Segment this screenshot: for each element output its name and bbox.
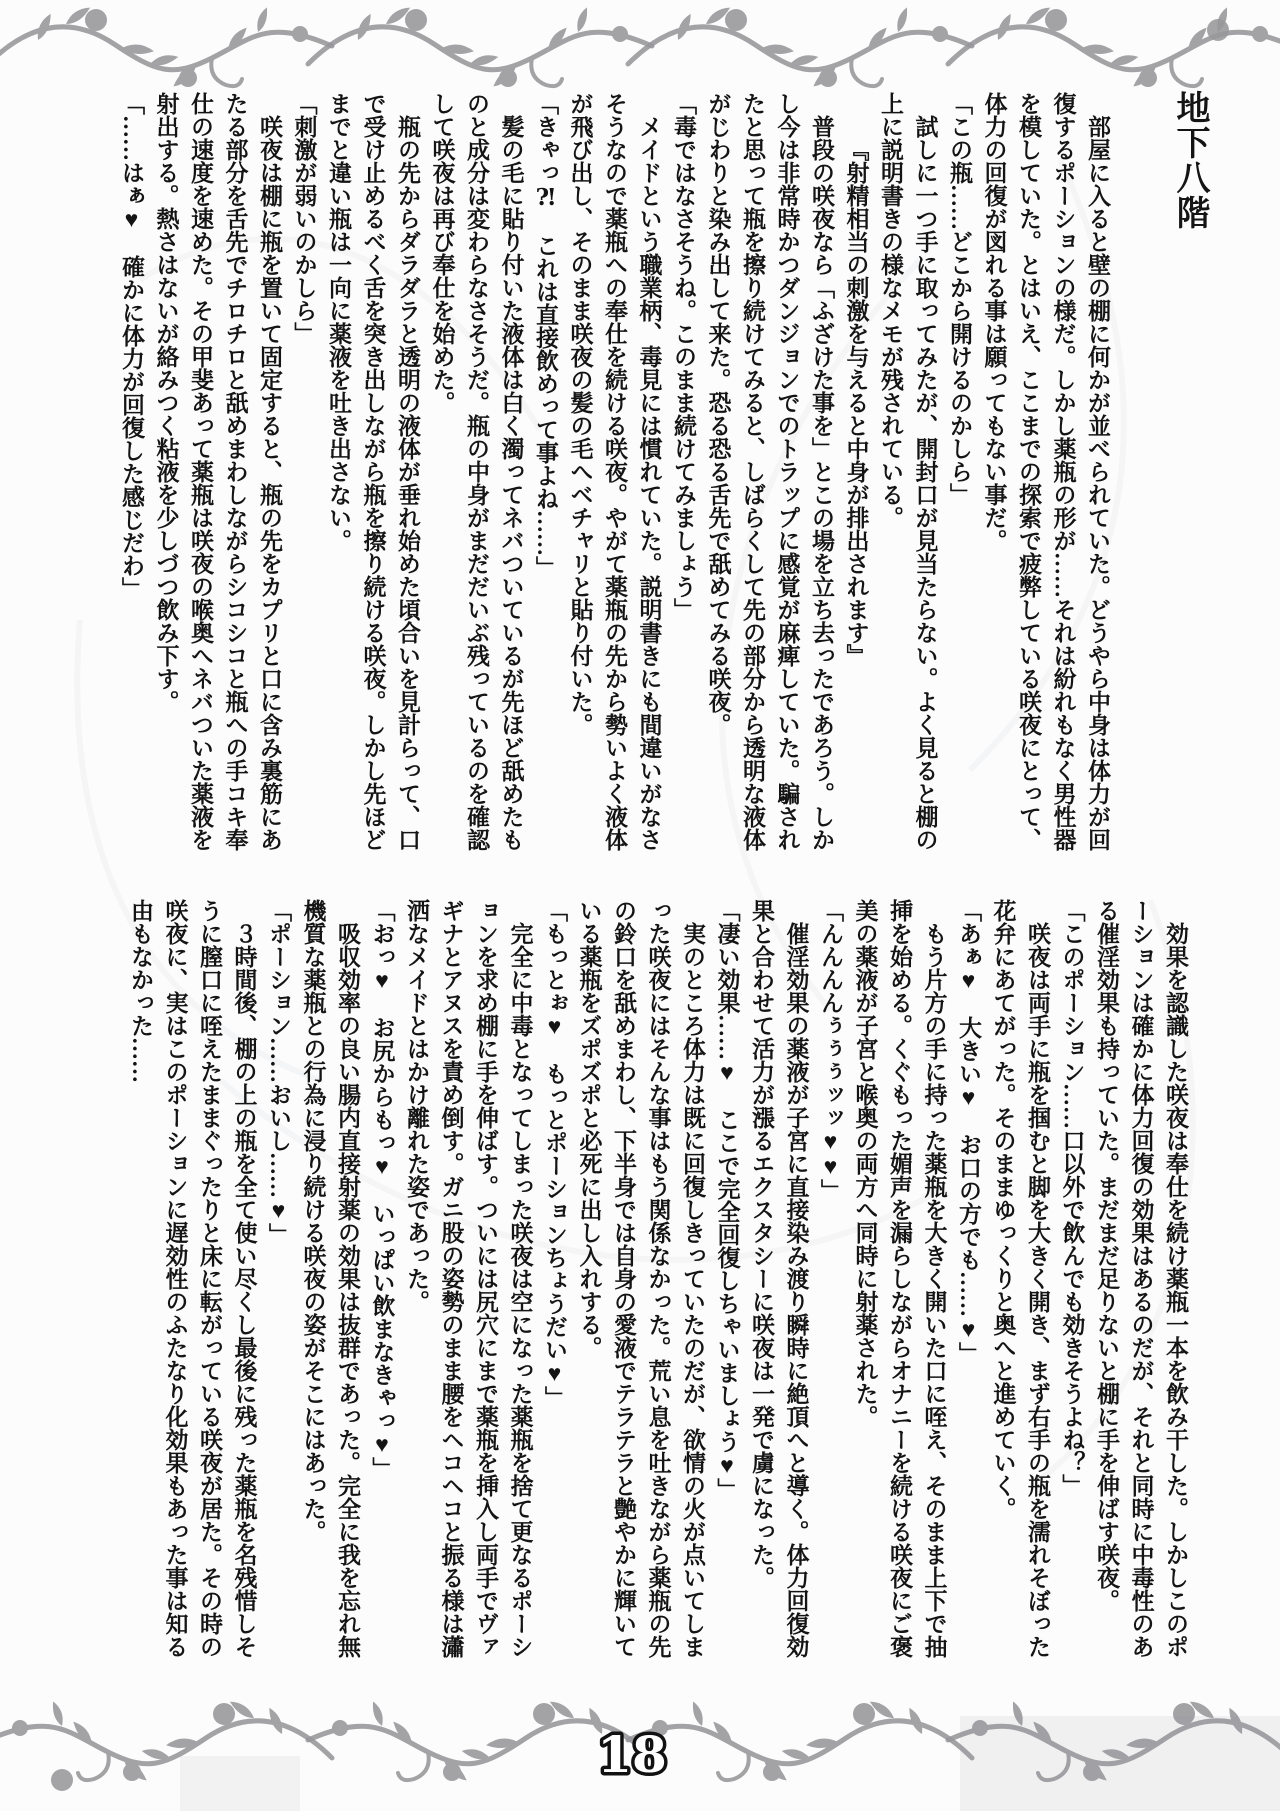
page-title: 地下八階 <box>1171 90 1208 230</box>
text-line: 催淫効果の薬液が子宮に直接染み渡り瞬時に絶頂へと導く。体力回復効 <box>783 922 809 1658</box>
text-line: 由もなかった…… <box>128 899 153 1083</box>
text-line: る催淫効果も持っていた。まだまだ足りないと棚に手を伸ばす咲夜。 <box>1094 899 1119 1612</box>
text-line: 部屋に入ると壁の棚に何かが並べられていた。どうやら中身は体力が回 <box>1085 115 1110 851</box>
text-line: 「んんんんぅぅぅッッ♥♥」 <box>818 899 843 1202</box>
text-line: までと違い瓶は一向に薬液を吐き出さない。 <box>326 92 351 552</box>
text-line: 「あぁ♥ 大きい♥ お口の方でも……♥」 <box>956 899 981 1365</box>
text-line: うに膣口に咥えたままぐったりと床に転がっている咲夜が居た。その時の <box>197 899 222 1658</box>
text-line: 「おっ♥ お尻からもっ♥ いっぱい飲まなきゃっ♥」 <box>369 899 395 1480</box>
text-line: 果と合わせて活力が漲るエクスタシーに咲夜は一発で虜になった。 <box>749 899 774 1589</box>
vine-border-top <box>0 4 1280 100</box>
text-line: し今は非常時かつダンジョンでのトラップに感覚が麻痺していた。騙され <box>774 92 800 851</box>
text-line: 機質な薬瓶との行為に浸り続ける咲夜の姿がそこにはあった。 <box>300 899 326 1543</box>
text-line: メイドという職業柄、毒見には慣れていた。説明書きにも間違いがなさ <box>636 115 662 851</box>
text-line: 「凄い効果……♥ ここで完全回復しちゃいましょう♥」 <box>714 899 740 1501</box>
text-line: 咲夜は棚に瓶を置いて固定すると、瓶の先をカプリと口に含み裏筋にあ <box>257 115 282 851</box>
text-line: 挿を始める。くぐもった媚声を漏らしながらオナニーを続ける咲夜にご褒 <box>887 899 912 1658</box>
text-line: 「もっとぉ♥ もっとポーションちょうだい♥」 <box>542 899 567 1409</box>
text-line: 完全に中毒となってしまった咲夜は空になった薬瓶を捨て更なるポーシ <box>507 922 533 1658</box>
text-line: 花弁にあてがった。そのままゆっくりと奥へと進めていく。 <box>990 899 1016 1520</box>
text-line: 射出する。熱さはないが絡みつく粘液を少しづつ飲み下す。 <box>153 92 179 713</box>
text-line: のと成分は変わらなさそうだ。瓶の中身がまだだいぶ残っているのを確認 <box>464 92 489 851</box>
text-line: もう片方の手に持った薬瓶を大きく開いた口に咥え、そのまま上下で抽 <box>921 922 947 1658</box>
text-line: 実のところ体力は既に回復しきっていたのだが、欲情の火が点いてしま <box>680 922 705 1658</box>
text-line: たと思って瓶を擦り続けてみると、しばらくして先の部分から透明な液体 <box>740 92 765 851</box>
text-line: 「この瓶……どこから開けるのかしら」 <box>947 92 972 506</box>
text-line: 吸収効率の良い腸内直接射薬の効果は抜群であった。完全に我を忘れ無 <box>335 922 360 1658</box>
text-line: そうなので薬瓶への奉仕を続ける咲夜。やがて薬瓶の先から勢いよく液体 <box>602 92 627 851</box>
text-line: ョンを求め棚に手を伸ばす。ついには尻穴にまで薬瓶を挿入し両手でヴァ <box>473 899 498 1658</box>
text-line: 復するポーションの様だ。しかし薬瓶の形が……それは紛れもなく男性器 <box>1050 92 1076 851</box>
text-line: 「このポーション……口以外で飲んでも効きそうよね？」 <box>1059 899 1085 1497</box>
text-line: して咲夜は再び奉仕を始めた。 <box>429 92 455 414</box>
text-line: がじわりと染み出して来た。恐る恐る舌先で舐めてみる咲夜。 <box>705 92 731 736</box>
vine-border-bottom <box>0 1684 1280 1804</box>
text-line: 髪の毛に貼り付いた液体は白く濁ってネバついているが先ほど舐めたも <box>498 115 524 851</box>
text-line: 仕の速度を速めた。その甲斐あって薬瓶は咲夜の喉奥へネバついた薬液を <box>188 92 213 851</box>
text-line: 咲夜に、実はこのポーションに遅効性のふたなり化効果もあった事は知る <box>162 899 188 1658</box>
text-line: 「きゃっ⁈ これは直接飲めって事よね……」 <box>533 92 558 579</box>
text-line: で受け止めるべく舌を突き出しながら瓶を擦り続ける咲夜。しかし先ほど <box>360 92 386 851</box>
text-line: を模していた。とはいえ、ここまでの探索で疲弊している咲夜にとって、 <box>1016 92 1041 851</box>
text-line: 効果を認識した咲夜は奉仕を続け薬瓶一本を飲み干した。しかしこのポ <box>1163 922 1188 1658</box>
story-block-1 <box>114 92 1115 854</box>
text-line: 「ポーション……おいし……♥」 <box>266 899 291 1246</box>
text-line: 『射精相当の刺激を与えると中身が排出されます』 <box>843 138 869 667</box>
text-line: いる薬瓶をズポズポと必死に出し入れする。 <box>576 899 602 1359</box>
story-block-2 <box>123 899 1193 1661</box>
page-number: 18 <box>597 1725 667 1784</box>
text-line: ３時間後、棚の上の瓶を全て使い尽くし最後に残った薬瓶を名残惜しそ <box>231 922 257 1658</box>
text-line: 咲夜は両手に瓶を掴むと脚を大きく開き、まず右手の瓶を濡れそぼった <box>1025 922 1050 1658</box>
text-line: 試しに一つ手に取ってみたが、開封口が見当たらない。よく見ると棚の <box>912 115 938 851</box>
text-line: 「刺激が弱いのかしら」 <box>291 92 317 345</box>
text-line: が飛び出し、そのまま咲夜の髪の毛へベチャリと貼り付いた。 <box>567 92 593 736</box>
text-line: 美の薬液が子宮と喉奥の両方へ同時に射薬された。 <box>852 899 878 1428</box>
text-line: 洒なメイドとはかけ離れた姿であった。 <box>404 899 429 1313</box>
text-line: ギナとアヌスを責め倒す。ガニ股の姿勢のまま腰をヘコヘコと振る様は瀟 <box>438 899 464 1658</box>
text-line: の鈴口を舐めまわし、下半身では自身の愛液でテラテラと艶やかに輝いて <box>611 899 636 1658</box>
text-line: ーションは確かに体力回復の効果はあるのだが、それと同時に中毒性のあ <box>1128 899 1154 1658</box>
text-line: 体力の回復が図れる事は願ってもない事だ。 <box>981 92 1007 552</box>
text-line: 普段の咲夜なら「ふざけた事を」とこの場を立ち去ったであろう。しか <box>809 115 834 851</box>
text-line: たる部分を舌先でチロチロと舐めまわしながらシコシコと瓶への手コキ奉 <box>222 92 248 851</box>
text-line: 瓶の先からダラダラと透明の液体が垂れ始めた頃合いを見計らって、口 <box>395 115 420 851</box>
text-line: 上に説明書きの様なメモが残されている。 <box>878 92 903 529</box>
text-line: った咲夜にはそんな事はもう関係なかった。荒い息を吐きながら薬瓶の先 <box>645 899 671 1658</box>
text-line: 「毒ではなさそうね。このまま続けてみましょう」 <box>671 92 696 621</box>
text-line: 「……はぁ♥ 確かに体力が回復した感じだわ」 <box>119 92 144 600</box>
